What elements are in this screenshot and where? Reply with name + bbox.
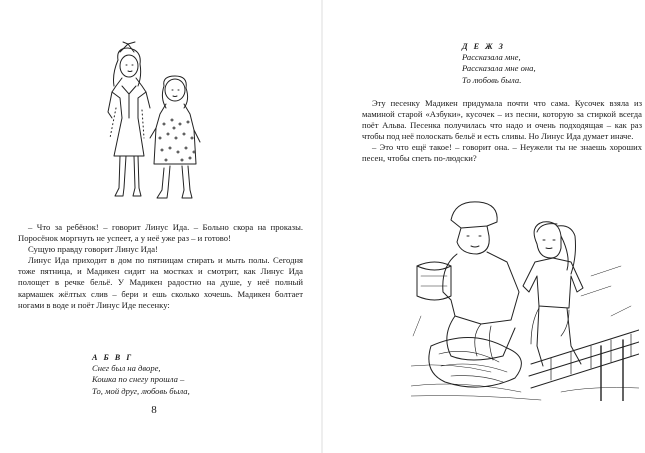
verse-line: Снег был на дворе, [92, 363, 161, 374]
verse-line: Рассказала мне она, [462, 63, 536, 74]
page-number: 8 [151, 404, 157, 416]
right-page [322, 0, 645, 453]
right-prose [362, 98, 642, 165]
illustration-two-girls [98, 38, 206, 210]
left-page [0, 0, 322, 453]
verse-line: Рассказала мне, [462, 52, 521, 63]
paragraph: – Что за ребёнок! – говорит Линус Ида. – Больно скора на проказы. Поросёнок моргнуть не успеет, а у неё уже раз – и готово! [18, 222, 303, 244]
verse-line: То любовь была. [462, 74, 522, 85]
verse-line: То, мой друг, любовь была, [92, 385, 190, 396]
paragraph: Эту песенку Мадикен придумала почти что сама. Кусочек взяла из маминой старой «Азбуки», кусочек – из песни, которую за стиркой всегда поёт Альва. Песенка получилась что надо и очень подходящая – как раз чтобы под неё полоскать бельё и есть сливы. Но Линус Ида думает иначе. [362, 98, 642, 142]
verse-letters: Д Е Ж З [462, 42, 505, 51]
song-verse [462, 41, 536, 86]
paragraph: – Это что ещё такое! – говорит она. – Неужели ты не знаешь хороших песен, чтобы спеть по-людски? [362, 142, 642, 164]
left-prose [18, 222, 303, 311]
song-verse [92, 352, 190, 397]
paragraph: Сущую правду говорит Линус Ида! [28, 244, 158, 255]
paragraph: Линус Ида приходит в дом по пятницам стирать и мыть полы. Сегодня тоже пятница, и Мадикен сидит на мостках и смотрит, как Линус Ида полощет в речке бельё. У Мадикен радостно на душе, у неё полный кармашек жёлтых слив – бери и ешь сколько хочешь. Мадикен болтает ногами в воде и поёт Линус Иде песенку: [18, 255, 303, 310]
illustration-laundry-at-river [411, 196, 639, 401]
verse-letters: А Б В Г [92, 353, 134, 362]
verse-line: Кошка по снегу прошла – [92, 374, 185, 385]
